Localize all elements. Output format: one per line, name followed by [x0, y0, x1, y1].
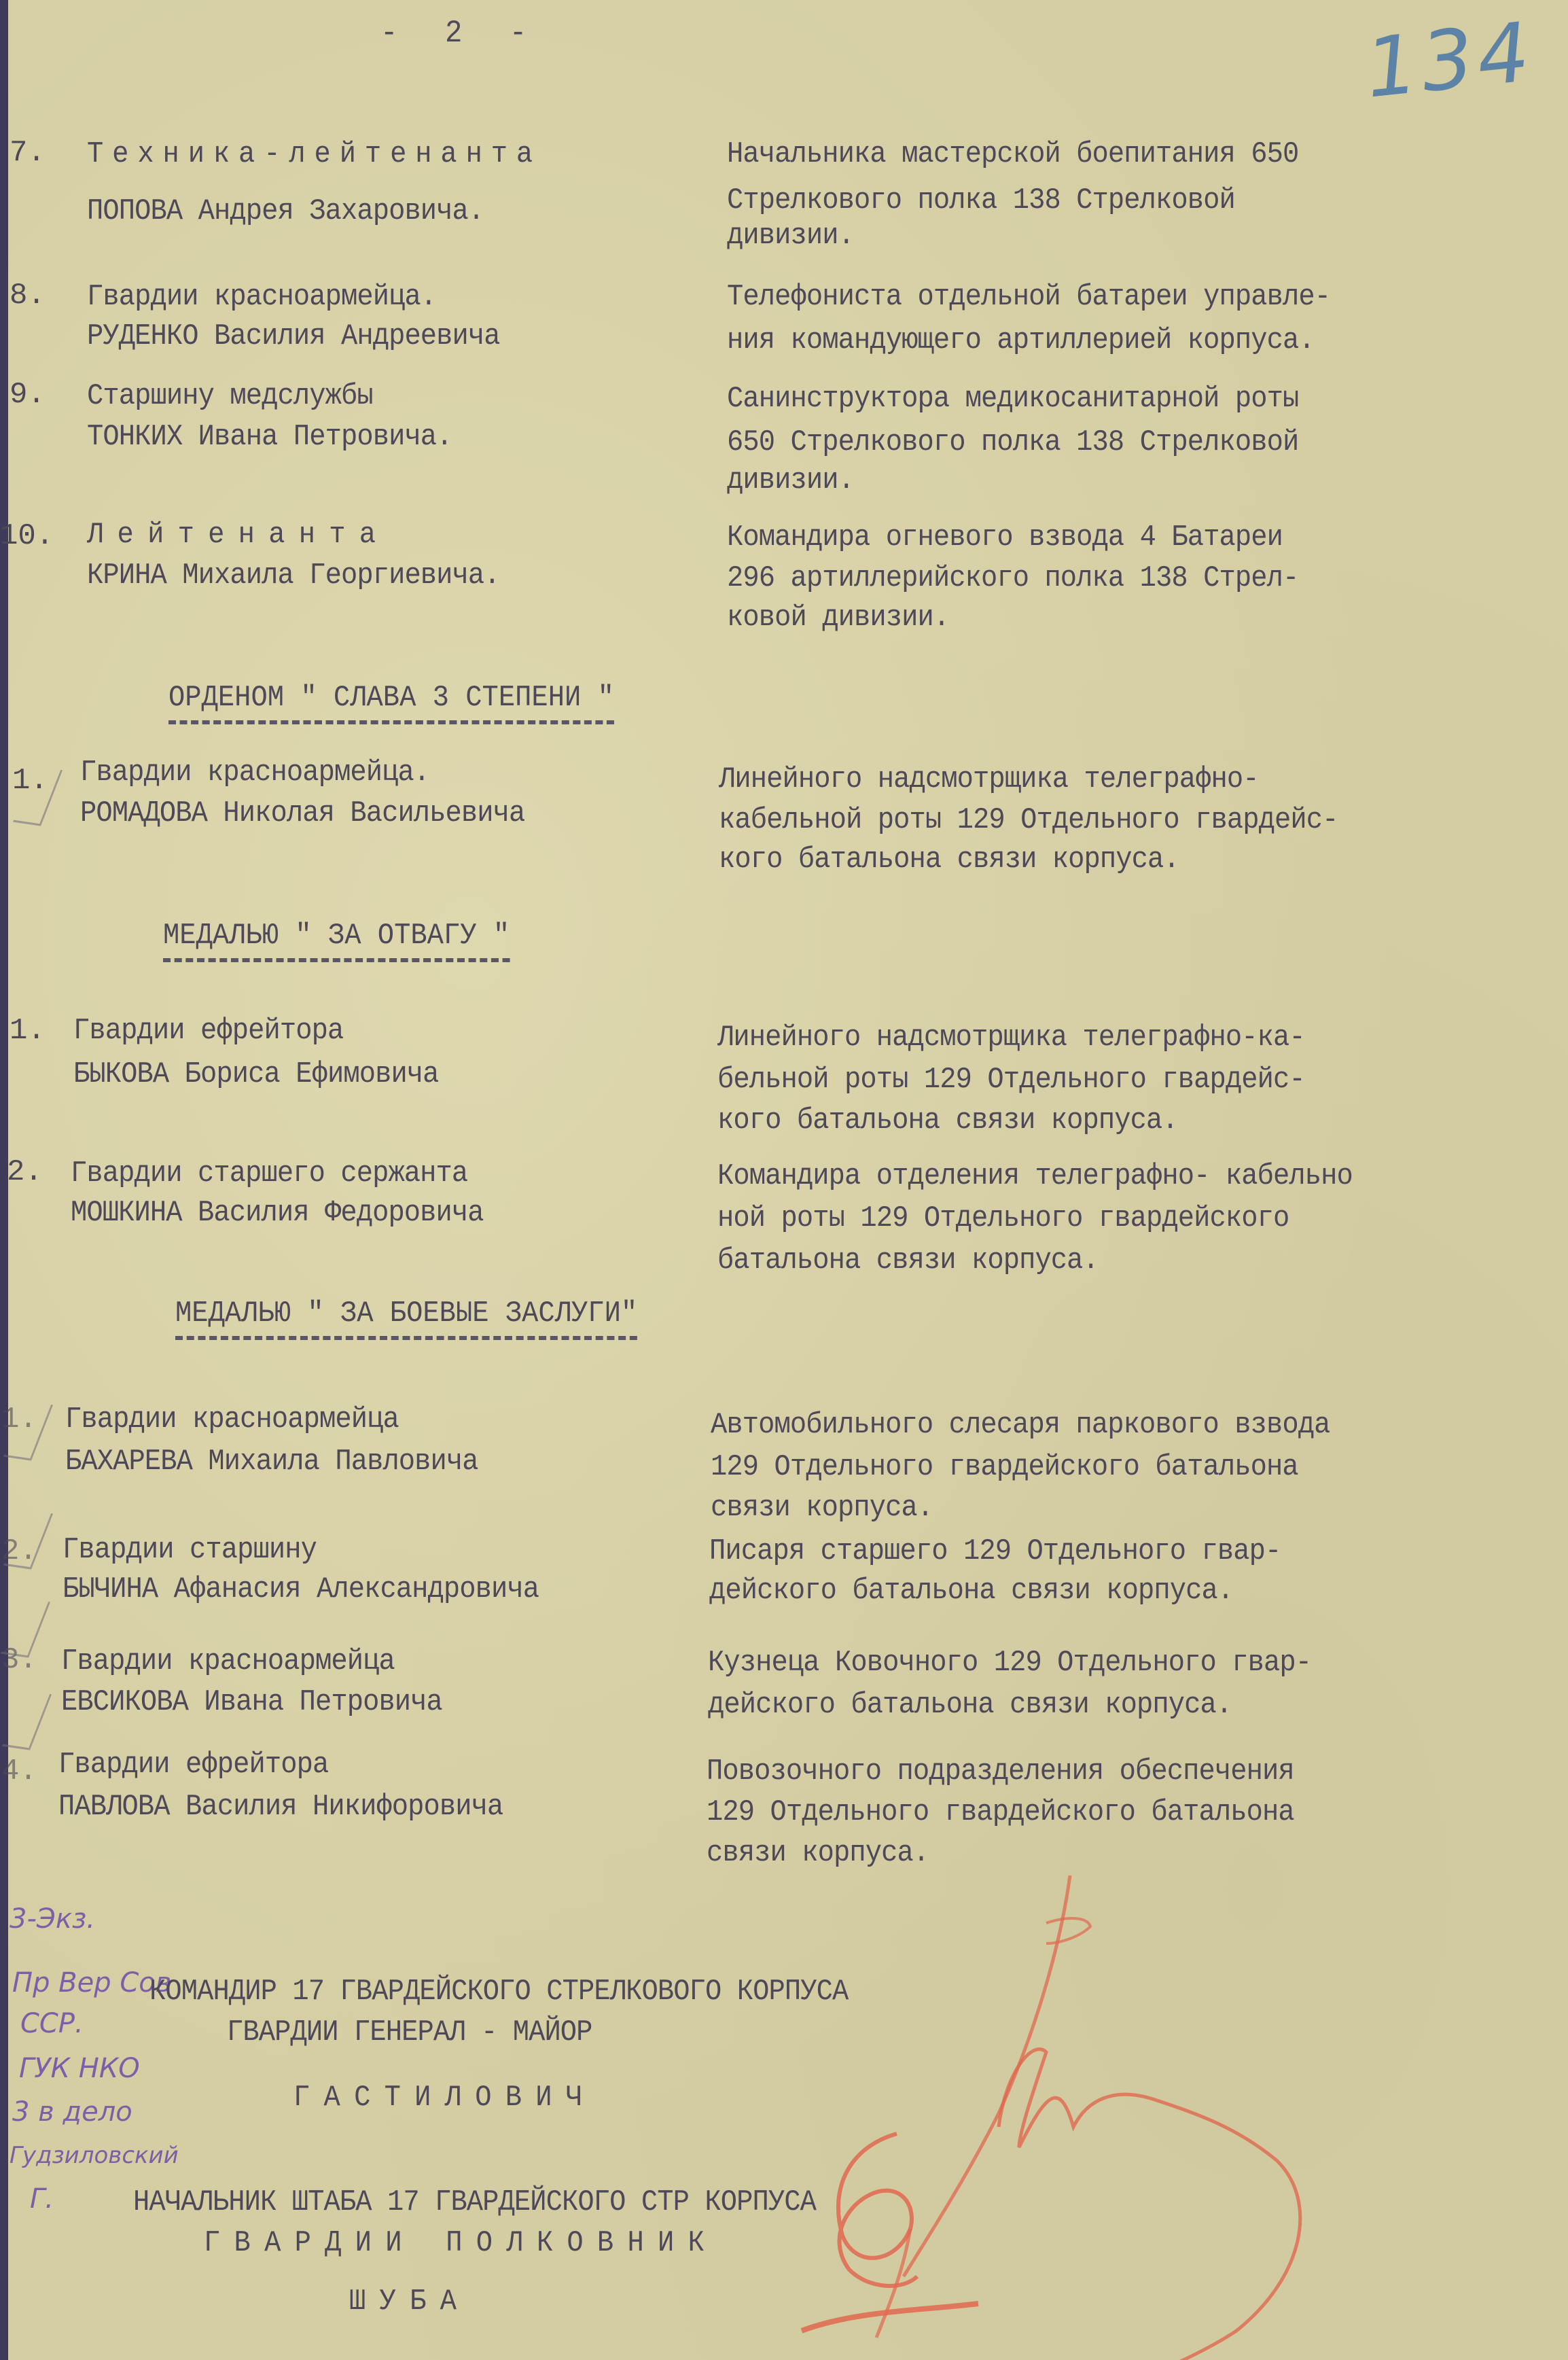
entry-position-line: кабельной роты 129 Отдельного гвардейс-: [719, 803, 1338, 837]
entry-number: 2.: [1, 1534, 37, 1568]
entry-position-line: Писаря старшего 129 Отдельного гвар-: [709, 1534, 1281, 1568]
entry-position-line: 650 Стрелкового полка 138 Стрелковой: [727, 425, 1299, 459]
entry-rank: Гвардии старшего сержанта: [71, 1157, 468, 1191]
entry-position-line: дивизии.: [727, 463, 854, 497]
entry-position-line: 296 артиллерийского полка 138 Стрел-: [727, 561, 1299, 595]
entry-name: БЫКОВА Бориса Ефимовича: [73, 1057, 439, 1091]
entry-position-line: бельной роты 129 Отдельного гвардейс-: [717, 1063, 1305, 1097]
entry-number: 2.: [7, 1155, 43, 1189]
entry-position-line: связи корпуса.: [711, 1491, 933, 1525]
entry-position-line: Автомобильного слесаря паркового взвода: [711, 1408, 1330, 1442]
entry-rank: Лейтенанта: [87, 518, 390, 552]
entry-position-line: ной роты 129 Отдельного гвардейского: [717, 1201, 1289, 1235]
entry-number: 10.: [0, 519, 54, 553]
entry-number: 1.: [1, 1403, 37, 1437]
entry-name: ПОПОВА Андрея Захаровича.: [87, 194, 484, 228]
entry-rank: Гвардии красноармейца: [61, 1644, 395, 1678]
entry-name: МОШКИНА Василия Федоровича: [71, 1196, 484, 1230]
signature-chief-of-staff-icon: [747, 2107, 1019, 2344]
entry-number: 1.: [12, 764, 48, 798]
entry-position-line: ния командующего артиллерией корпуса.: [727, 323, 1315, 357]
entry-name: РУДЕНКО Василия Андреевича: [87, 319, 500, 353]
entry-name: БАХАРЕВА Михаила Павловича: [65, 1445, 478, 1479]
entry-position-line: Повозочного подразделения обеспечения: [707, 1755, 1294, 1789]
entry-rank: Гвардии ефрейтора: [58, 1748, 329, 1782]
entry-name: РОМАДОВА Николая Васильевича: [80, 796, 525, 830]
entry-rank: Гвардии ефрейтора: [73, 1014, 344, 1048]
entry-name: БЫЧИНА Афанасия Александровича: [63, 1572, 539, 1606]
entry-rank: Гвардии красноармейца.: [87, 280, 437, 314]
entry-name: КРИНА Михаила Георгиевича.: [87, 559, 500, 593]
entry-number: 8.: [10, 279, 46, 313]
chief-of-staff-title: НАЧАЛЬНИК ШТАБА 17 ГВАРДЕЙСКОГО СТР КОРПУСА: [133, 2185, 816, 2219]
entry-rank: Гвардии красноармейца: [65, 1403, 399, 1437]
margin-note: 3 в дело: [12, 2096, 132, 2128]
entry-position-line: кого батальона связи корпуса.: [719, 843, 1179, 877]
entry-number: 3.: [1, 1643, 37, 1677]
entry-position-line: дейского батальона связи корпуса.: [708, 1688, 1232, 1722]
margin-note: ГУК НКО: [19, 2053, 140, 2084]
entry-name: ПАВЛОВА Василия Никифоровича: [58, 1790, 503, 1824]
entry-rank: Старшину медслужбы: [87, 379, 373, 413]
section-heading-medal-combat-merit: МЕДАЛЬЮ " ЗА БОЕВЫЕ ЗАСЛУГИ": [175, 1294, 637, 1340]
margin-note: Гудзиловский: [10, 2142, 179, 2169]
entry-position-line: дивизии.: [727, 219, 854, 253]
entry-position-line: связи корпуса.: [707, 1836, 929, 1870]
entry-position-line: 129 Отдельного гвардейского батальона: [707, 1795, 1294, 1829]
entry-number: 9.: [10, 378, 46, 412]
section-heading-order-of-glory: ОРДЕНОМ " СЛАВА 3 СТЕПЕНИ ": [168, 678, 614, 724]
entry-position-line: Линейного надсмотрщика телеграфно-ка-: [717, 1021, 1305, 1055]
entry-position-line: Начальника мастерской боепитания 650: [727, 137, 1299, 171]
margin-note: Г.: [30, 2183, 54, 2215]
margin-note: ССР.: [20, 2008, 84, 2039]
entry-rank: Техника-лейтенанта: [87, 137, 542, 171]
entry-name: ТОНКИХ Ивана Петровича.: [87, 420, 452, 454]
entry-number: 4.: [1, 1755, 37, 1789]
archive-sheet-number: 134: [1361, 5, 1538, 117]
entry-position-line: Стрелкового полка 138 Стрелковой: [727, 183, 1235, 217]
entry-position-line: Командира огневого взвода 4 Батареи: [727, 521, 1283, 554]
entry-name: ЕВСИКОВА Ивана Петровича: [61, 1685, 442, 1719]
entry-position-line: Кузнеца Ковочного 129 Отдельного гвар-: [708, 1646, 1312, 1680]
section-heading-medal-for-courage: МЕДАЛЬЮ " ЗА ОТВАГУ ": [163, 916, 510, 962]
chief-of-staff-rank: ГВАРДИИ ПОЛКОВНИК: [204, 2226, 719, 2260]
entry-position-line: кого батальона связи корпуса.: [717, 1104, 1178, 1138]
entry-position-line: Линейного надсмотрщика телеграфно-: [719, 762, 1259, 796]
entry-position-line: дейского батальона связи корпуса.: [709, 1574, 1234, 1608]
entry-rank: Гвардии красноармейца.: [80, 756, 430, 790]
commander-rank: ГВАРДИИ ГЕНЕРАЛ - МАЙОР: [227, 2015, 592, 2049]
commander-surname: ГАСТИЛОВИЧ: [293, 2081, 596, 2115]
page-number: - 2 -: [380, 16, 542, 51]
entry-position-line: Телефониста отдельной батареи управле-: [727, 280, 1331, 314]
entry-position-line: Санинструктора медикосанитарной роты: [727, 382, 1299, 416]
chief-of-staff-surname: ШУБА: [349, 2285, 471, 2319]
entry-number: 7.: [10, 136, 46, 170]
entry-number: 1.: [10, 1014, 46, 1048]
margin-note: 3-Экз.: [10, 1903, 95, 1935]
entry-position-line: батальона связи корпуса.: [717, 1244, 1099, 1278]
commander-title: КОМАНДИР 17 ГВАРДЕЙСКОГО СТРЕЛКОВОГО КОРПУСА: [149, 1975, 849, 2009]
entry-rank: Гвардии старшину: [63, 1533, 317, 1567]
entry-position-line: 129 Отдельного гвардейского батальона: [711, 1450, 1298, 1484]
entry-position-line: ковой дивизии.: [727, 601, 950, 635]
margin-note: Пр Вер Сов: [12, 1967, 172, 1998]
entry-position-line: Командира отделения телеграфно- кабельно: [717, 1159, 1353, 1193]
